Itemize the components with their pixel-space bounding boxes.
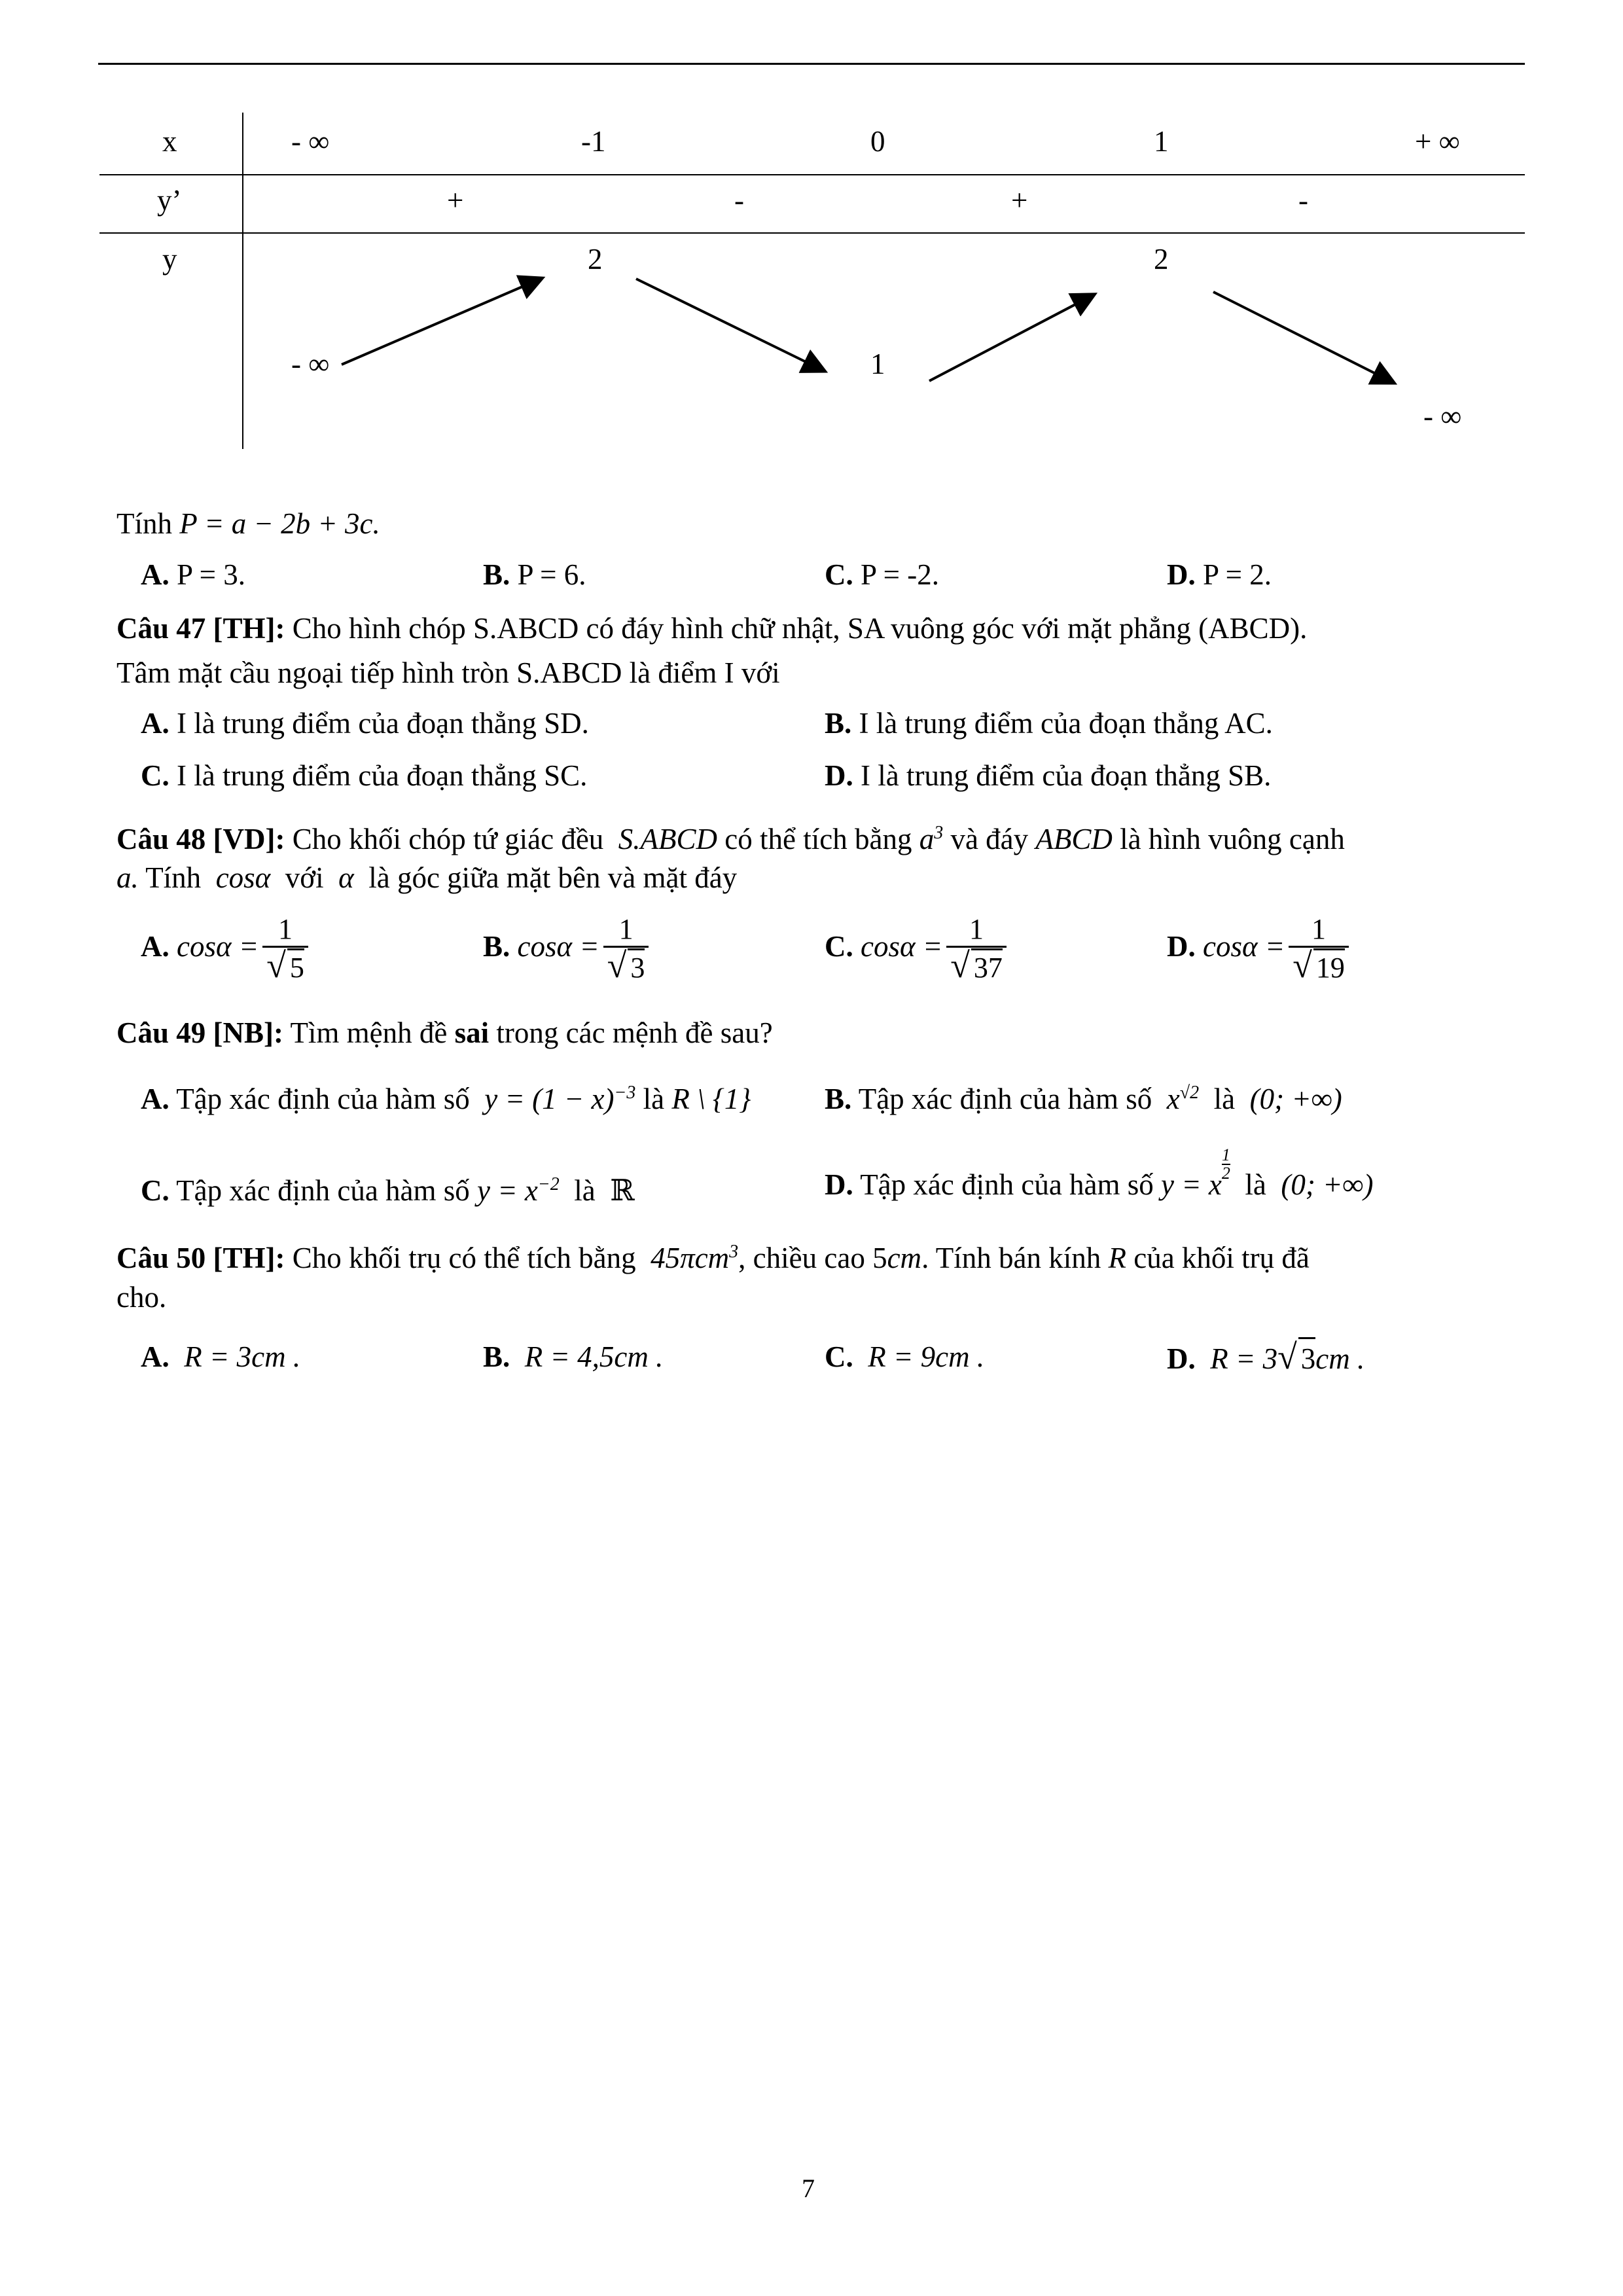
answer-lhs: cosα = <box>861 929 943 963</box>
answer-text: R = 4,5cm . <box>524 1340 664 1373</box>
answer-text: I là trung điểm của đoạn thẳng AC. <box>859 707 1273 740</box>
q48-pyramid: S.ABCD <box>618 823 718 855</box>
answer-text: I là trung điểm của đoạn thẳng SC. <box>177 759 588 792</box>
func-exp: √2 <box>1179 1083 1200 1103</box>
answer-text: I là trung điểm của đoạn thẳng SD. <box>177 707 589 740</box>
x-value: 0 <box>870 125 885 158</box>
answer-letter: B. <box>483 1340 510 1373</box>
q50-text: . Tính bán kính <box>921 1242 1101 1274</box>
q50-unit: cm <box>887 1242 922 1274</box>
q48-text: có thể tích bằng <box>724 823 912 855</box>
sqrt-icon: √ <box>1293 946 1312 985</box>
answer-radicand: 3 <box>1298 1337 1316 1378</box>
answer-lhs: cosα = <box>177 929 259 963</box>
row-label-y: y <box>162 243 177 276</box>
fraction <box>1289 913 1349 986</box>
answer-letter: B. <box>825 707 852 740</box>
answer-lhs: cosα = <box>1203 929 1285 963</box>
q50-label: Câu 50 [TH]: <box>116 1242 285 1274</box>
y-value-min-mid: 1 <box>870 348 885 380</box>
fraction-den: 37 <box>971 948 1003 986</box>
answer-letter: B. <box>483 558 510 591</box>
q49-answer-b <box>825 1073 1342 1119</box>
fraction-den: 3 <box>628 948 645 986</box>
q49-label: Câu 49 [NB]: <box>116 1016 283 1049</box>
q48-volume-exp: 3 <box>934 823 944 843</box>
sqrt-icon: √ <box>1277 1337 1297 1376</box>
answer-text: R = 9cm . <box>868 1340 985 1373</box>
q48-answer-c <box>825 913 1007 986</box>
answer-la: là <box>1213 1083 1236 1115</box>
derivative-sign: + <box>447 184 464 217</box>
q48-text: với <box>285 861 324 894</box>
arrow-up-icon <box>342 279 541 365</box>
q49-line1 <box>116 1013 773 1052</box>
fraction-num: 1 <box>1311 913 1327 945</box>
answer-letter: C. <box>141 1174 169 1207</box>
q46-answer-b <box>483 555 586 594</box>
answer-la: là <box>643 1083 665 1115</box>
q48-text: và đáy <box>950 823 1029 855</box>
answer-text-pre: R = 3 <box>1210 1342 1278 1375</box>
q48-line1 <box>116 814 1345 859</box>
q50-answer-a <box>141 1337 300 1376</box>
answer-letter: D. <box>825 759 853 792</box>
answer-letter: C. <box>825 929 853 963</box>
q48-text: là hình vuông cạnh <box>1120 823 1345 855</box>
fraction <box>946 913 1007 986</box>
x-value: -1 <box>581 125 606 158</box>
q48-volume-base: a <box>919 823 935 855</box>
answer-letter: D. <box>1167 558 1196 591</box>
q48-label: Câu 48 [VD]: <box>116 823 285 855</box>
q50-text: , chiều cao 5 <box>738 1242 887 1274</box>
variation-arrows <box>0 0 1623 458</box>
q50-line2: cho. <box>116 1281 167 1314</box>
answer-domain: (0; +∞) <box>1249 1083 1342 1115</box>
func-base: x <box>1166 1083 1180 1115</box>
q47-answer-b <box>825 704 1273 743</box>
arrow-down-icon <box>636 279 823 370</box>
answer-letter: A. <box>141 1340 169 1373</box>
q48-answer-b <box>483 913 649 986</box>
sqrt-icon: √ <box>950 946 970 985</box>
derivative-sign: - <box>1298 184 1308 217</box>
answer-letter: B. <box>483 929 510 963</box>
answer-text: P = 6. <box>517 558 586 591</box>
q50-text: của khối trụ đã <box>1133 1242 1310 1274</box>
fraction-num: 1 <box>969 913 984 945</box>
answer-text: Tập xác định của hàm số <box>860 1168 1154 1201</box>
answer-letter: A. <box>141 929 169 963</box>
func-exp-den: 2 <box>1221 1164 1230 1183</box>
answer-func <box>1167 1083 1199 1115</box>
answer-letter: D. <box>1167 929 1196 963</box>
q50-answer-b <box>483 1337 663 1376</box>
q50-text: Cho khối trụ có thể tích bằng <box>292 1242 636 1274</box>
q46-answer-a <box>141 555 245 594</box>
q50-volume-exp: 3 <box>729 1242 739 1262</box>
q49-text: trong các mệnh đề sau? <box>496 1016 773 1049</box>
y-value-left-start: - ∞ <box>291 348 330 380</box>
func-exp-num: 1 <box>1221 1145 1230 1164</box>
q46-answer-c <box>825 555 939 594</box>
q47-line2: Tâm mặt cầu ngoại tiếp hình tròn S.ABCD là điểm I với <box>116 656 780 689</box>
answer-text: I là trung điểm của đoạn thẳng SB. <box>861 759 1272 792</box>
func-exp: −2 <box>537 1174 560 1194</box>
answer-text: Tập xác định của hàm số <box>858 1083 1152 1115</box>
fraction-den: 19 <box>1313 948 1345 986</box>
fraction <box>262 913 308 986</box>
func-base: y = (1 − x) <box>484 1083 615 1115</box>
q46-prompt-word: Tính <box>116 507 172 540</box>
q48-text: Cho khối chóp tứ giác đều <box>292 823 604 855</box>
q47-line1 <box>116 609 1307 648</box>
q48-edge: a. <box>116 861 139 894</box>
x-value: - ∞ <box>291 125 330 158</box>
answer-lhs: cosα = <box>517 929 599 963</box>
q46-prompt <box>116 504 380 543</box>
answer-domain: (0; +∞) <box>1281 1168 1374 1201</box>
y-value-max-left: 2 <box>588 243 603 276</box>
answer-func <box>477 1174 560 1207</box>
y-value-right-end: - ∞ <box>1423 400 1462 433</box>
q49-answer-c <box>141 1165 635 1210</box>
func-base: y = x <box>477 1174 538 1207</box>
answer-letter: D. <box>1167 1342 1196 1375</box>
answer-la: là <box>574 1174 596 1207</box>
q47-text: Cho hình chóp S.ABCD có đáy hình chữ nhật, SA vuông góc với mặt phẳng (ABCD). <box>292 612 1308 645</box>
answer-letter: C. <box>825 1340 853 1373</box>
q48-cos: cosα <box>215 861 271 894</box>
q50-volume-base: 45πcm <box>651 1242 730 1274</box>
answer-la: là <box>1245 1168 1266 1201</box>
row-label-x: x <box>162 125 177 158</box>
answer-letter: B. <box>825 1083 852 1115</box>
answer-letter: A. <box>141 707 169 740</box>
q50-radius: R <box>1108 1242 1126 1274</box>
q48-answer-a <box>141 913 308 986</box>
x-value: + ∞ <box>1415 125 1460 158</box>
func-base: y = x <box>1161 1168 1222 1201</box>
answer-text: P = 2. <box>1203 558 1272 591</box>
derivative-sign: - <box>734 184 744 217</box>
q48-base: ABCD <box>1035 823 1113 855</box>
answer-text: P = -2. <box>861 558 939 591</box>
q48-text: là góc giữa mặt bên và mặt đáy <box>368 861 738 894</box>
q49-bold-word: sai <box>454 1016 490 1049</box>
y-value-max-right: 2 <box>1154 243 1169 276</box>
page-number: 7 <box>802 2174 815 2203</box>
answer-text: P = 3. <box>177 558 245 591</box>
q47-answer-c <box>141 756 587 795</box>
fraction-num: 1 <box>278 913 293 945</box>
arrow-up-icon <box>929 295 1093 381</box>
x-value: 1 <box>1154 125 1169 158</box>
q50-answer-c <box>825 1337 984 1376</box>
fraction <box>603 913 649 986</box>
answer-letter: C. <box>825 558 853 591</box>
q47-label: Câu 47 [TH]: <box>116 612 285 645</box>
answer-text-post: cm . <box>1315 1342 1365 1375</box>
q49-text: Tìm mệnh đề <box>290 1016 448 1049</box>
q48-answer-d <box>1167 913 1349 986</box>
q47-answer-a <box>141 704 589 743</box>
answer-text: R = 3cm . <box>184 1340 301 1373</box>
func-exp: −3 <box>614 1083 636 1103</box>
answer-letter: D. <box>825 1168 853 1201</box>
answer-letter: A. <box>141 558 169 591</box>
q50-volume <box>651 1242 738 1274</box>
answer-domain: R \ {1} <box>671 1083 751 1115</box>
answer-func <box>484 1083 635 1115</box>
answer-text: Tập xác định của hàm số <box>176 1174 470 1207</box>
row-label-yprime: y’ <box>157 184 182 217</box>
sqrt-icon: √ <box>266 946 286 985</box>
q49-answer-a <box>141 1073 751 1119</box>
answer-letter: C. <box>141 759 169 792</box>
q48-volume <box>919 823 944 855</box>
q48-line2 <box>116 858 737 897</box>
sqrt-icon: √ <box>607 946 627 985</box>
answer-letter: A. <box>141 1083 169 1115</box>
fraction-num: 1 <box>618 913 633 945</box>
q46-answer-d <box>1167 555 1272 594</box>
answer-domain: ℝ <box>610 1174 635 1207</box>
answer-text: Tập xác định của hàm số <box>176 1083 470 1115</box>
fraction-den: 5 <box>287 948 304 986</box>
q48-alpha: α <box>338 861 354 894</box>
q46-formula: P = a − 2b + 3c. <box>179 507 380 540</box>
q50-answer-d <box>1167 1337 1364 1378</box>
q48-text: Tính <box>145 861 202 894</box>
derivative-sign: + <box>1011 184 1028 217</box>
q47-answer-d <box>825 756 1271 795</box>
q50-line1 <box>116 1232 1310 1278</box>
q49-answer-d <box>825 1145 1374 1204</box>
arrow-down-icon <box>1213 292 1393 382</box>
answer-func <box>1161 1145 1230 1201</box>
